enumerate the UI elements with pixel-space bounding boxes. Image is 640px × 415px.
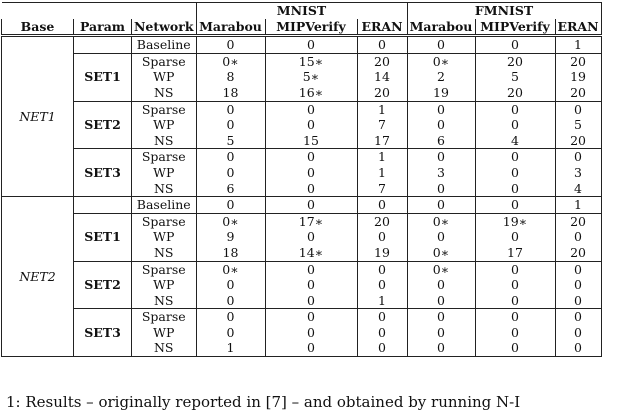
value-cell: 0	[475, 277, 555, 293]
value-cell: 0	[475, 309, 555, 325]
value-cell: 0	[265, 36, 357, 54]
value-cell: 20	[357, 53, 407, 69]
table-row	[2, 213, 602, 229]
value-cell: 0	[357, 261, 407, 277]
table-caption: 1: Results – originally reported in [7] – and obtained by running N-I	[6, 393, 521, 411]
value-cell: 0	[555, 149, 601, 165]
value-cell: 0	[196, 165, 265, 181]
value-cell: 20	[475, 53, 555, 69]
value-cell: 0	[407, 309, 475, 325]
table-row	[2, 309, 602, 325]
network-cell: Sparse	[132, 101, 197, 117]
table-row	[2, 101, 602, 117]
value-cell: 0	[265, 277, 357, 293]
value-cell: 0	[265, 309, 357, 325]
value-cell: 9	[196, 229, 265, 245]
value-cell: 0	[357, 309, 407, 325]
network-cell: NS	[132, 181, 197, 197]
value-cell: 6	[407, 133, 475, 149]
value-cell: 19	[407, 85, 475, 101]
param-cell: SET1	[74, 213, 132, 261]
value-cell: 16∗	[265, 85, 357, 101]
value-cell: 3	[407, 165, 475, 181]
value-cell: 20	[555, 245, 601, 261]
value-cell: 5	[196, 133, 265, 149]
value-cell: 0∗	[196, 261, 265, 277]
network-cell: WP	[132, 165, 197, 181]
value-cell: 0	[407, 340, 475, 356]
param-cell: SET2	[74, 101, 132, 149]
value-cell: 14∗	[265, 245, 357, 261]
value-cell: 0	[357, 277, 407, 293]
value-cell: 0	[407, 101, 475, 117]
value-cell: 5∗	[265, 69, 357, 85]
value-cell: 1	[555, 197, 601, 214]
column-header: MIPVerify	[265, 19, 357, 36]
param-cell-blank	[74, 197, 132, 214]
value-cell: 0∗	[407, 53, 475, 69]
value-cell: 0	[555, 101, 601, 117]
network-cell: Baseline	[132, 197, 197, 214]
table-body	[2, 36, 602, 357]
value-cell: 15	[265, 133, 357, 149]
value-cell: 0	[196, 293, 265, 309]
group-header-blank	[2, 3, 197, 19]
network-cell: Sparse	[132, 309, 197, 325]
value-cell: 0	[196, 36, 265, 54]
param-cell: SET1	[74, 53, 132, 101]
param-cell: SET2	[74, 261, 132, 309]
column-header: Marabou	[196, 19, 265, 36]
column-header: Marabou	[407, 19, 475, 36]
baseline-row	[2, 197, 602, 214]
value-cell: 17	[475, 245, 555, 261]
value-cell: 0	[475, 117, 555, 133]
table-row	[2, 261, 602, 277]
value-cell: 0	[357, 229, 407, 245]
value-cell: 15∗	[265, 53, 357, 69]
value-cell: 0	[475, 36, 555, 54]
value-cell: 0	[196, 309, 265, 325]
column-header: Base	[2, 19, 74, 36]
value-cell: 18	[196, 85, 265, 101]
value-cell: 6	[196, 181, 265, 197]
network-cell: WP	[132, 229, 197, 245]
value-cell: 0	[475, 229, 555, 245]
group-header-row	[2, 3, 602, 19]
base-cell: NET2	[2, 197, 74, 357]
value-cell: 20	[555, 133, 601, 149]
column-header: Param	[74, 19, 132, 36]
value-cell: 1	[196, 340, 265, 356]
value-cell: 19	[357, 245, 407, 261]
value-cell: 0	[407, 293, 475, 309]
value-cell: 0	[196, 117, 265, 133]
value-cell: 0	[475, 149, 555, 165]
column-header: MIPVerify	[475, 19, 555, 36]
value-cell: 0	[196, 197, 265, 214]
value-cell: 0	[407, 181, 475, 197]
value-cell: 1	[357, 293, 407, 309]
value-cell: 0∗	[407, 245, 475, 261]
value-cell: 0	[475, 261, 555, 277]
value-cell: 1	[357, 101, 407, 117]
value-cell: 20	[555, 85, 601, 101]
value-cell: 7	[357, 117, 407, 133]
value-cell: 19∗	[475, 213, 555, 229]
network-cell: Baseline	[132, 36, 197, 54]
value-cell: 0	[265, 149, 357, 165]
value-cell: 0∗	[196, 53, 265, 69]
network-cell: NS	[132, 245, 197, 261]
value-cell: 4	[475, 133, 555, 149]
value-cell: 0	[475, 101, 555, 117]
network-cell: Sparse	[132, 261, 197, 277]
value-cell: 0	[265, 181, 357, 197]
network-cell: Sparse	[132, 213, 197, 229]
value-cell: 0∗	[407, 213, 475, 229]
param-cell-blank	[74, 36, 132, 54]
value-cell: 0	[357, 340, 407, 356]
value-cell: 0	[407, 117, 475, 133]
value-cell: 0	[407, 36, 475, 54]
table-row	[2, 149, 602, 165]
value-cell: 0	[265, 261, 357, 277]
value-cell: 0	[357, 325, 407, 341]
column-header: Network	[132, 19, 197, 36]
value-cell: 20	[555, 213, 601, 229]
value-cell: 17∗	[265, 213, 357, 229]
value-cell: 0	[555, 309, 601, 325]
value-cell: 3	[555, 165, 601, 181]
value-cell: 0∗	[407, 261, 475, 277]
value-cell: 8	[196, 69, 265, 85]
value-cell: 4	[555, 181, 601, 197]
value-cell: 0	[407, 277, 475, 293]
value-cell: 0	[196, 325, 265, 341]
group-header-mnist: MNIST	[196, 3, 407, 19]
value-cell: 5	[555, 117, 601, 133]
group-header-fmnist: FMNIST	[407, 3, 601, 19]
value-cell: 0	[475, 181, 555, 197]
value-cell: 0	[407, 325, 475, 341]
value-cell: 0	[475, 293, 555, 309]
value-cell: 20	[475, 85, 555, 101]
network-cell: Sparse	[132, 53, 197, 69]
network-cell: WP	[132, 69, 197, 85]
table-row	[2, 53, 602, 69]
value-cell: 0	[265, 293, 357, 309]
value-cell: 0	[265, 117, 357, 133]
value-cell: 1	[357, 165, 407, 181]
value-cell: 0	[265, 229, 357, 245]
value-cell: 20	[555, 53, 601, 69]
value-cell: 0	[555, 261, 601, 277]
value-cell: 18	[196, 245, 265, 261]
value-cell: 0	[265, 340, 357, 356]
value-cell: 5	[475, 69, 555, 85]
value-cell: 0	[357, 36, 407, 54]
value-cell: 0∗	[196, 213, 265, 229]
value-cell: 20	[357, 85, 407, 101]
value-cell: 0	[265, 197, 357, 214]
value-cell: 0	[407, 229, 475, 245]
param-cell: SET3	[74, 149, 132, 197]
network-cell: WP	[132, 325, 197, 341]
value-cell: 17	[357, 133, 407, 149]
baseline-row	[2, 36, 602, 54]
value-cell: 0	[196, 149, 265, 165]
value-cell: 0	[475, 197, 555, 214]
value-cell: 0	[555, 325, 601, 341]
value-cell: 0	[265, 165, 357, 181]
column-header: ERAN	[357, 19, 407, 36]
value-cell: 0	[407, 149, 475, 165]
value-cell: 0	[407, 197, 475, 214]
value-cell: 1	[357, 149, 407, 165]
value-cell: 1	[555, 36, 601, 54]
value-cell: 14	[357, 69, 407, 85]
param-cell: SET3	[74, 309, 132, 357]
column-header-row	[2, 19, 602, 36]
network-cell: Sparse	[132, 149, 197, 165]
value-cell: 19	[555, 69, 601, 85]
network-cell: NS	[132, 340, 197, 356]
value-cell: 7	[357, 181, 407, 197]
value-cell: 0	[555, 229, 601, 245]
value-cell: 0	[475, 340, 555, 356]
results-table	[1, 2, 602, 357]
value-cell: 0	[555, 340, 601, 356]
network-cell: NS	[132, 293, 197, 309]
value-cell: 0	[475, 165, 555, 181]
value-cell: 0	[265, 101, 357, 117]
network-cell: WP	[132, 117, 197, 133]
network-cell: NS	[132, 133, 197, 149]
value-cell: 2	[407, 69, 475, 85]
value-cell: 0	[196, 277, 265, 293]
base-cell: NET1	[2, 36, 74, 197]
value-cell: 20	[357, 213, 407, 229]
value-cell: 0	[265, 325, 357, 341]
network-cell: WP	[132, 277, 197, 293]
column-header: ERAN	[555, 19, 601, 36]
value-cell: 0	[555, 293, 601, 309]
value-cell: 0	[475, 325, 555, 341]
value-cell: 0	[357, 197, 407, 214]
value-cell: 0	[196, 101, 265, 117]
value-cell: 0	[555, 277, 601, 293]
network-cell: NS	[132, 85, 197, 101]
